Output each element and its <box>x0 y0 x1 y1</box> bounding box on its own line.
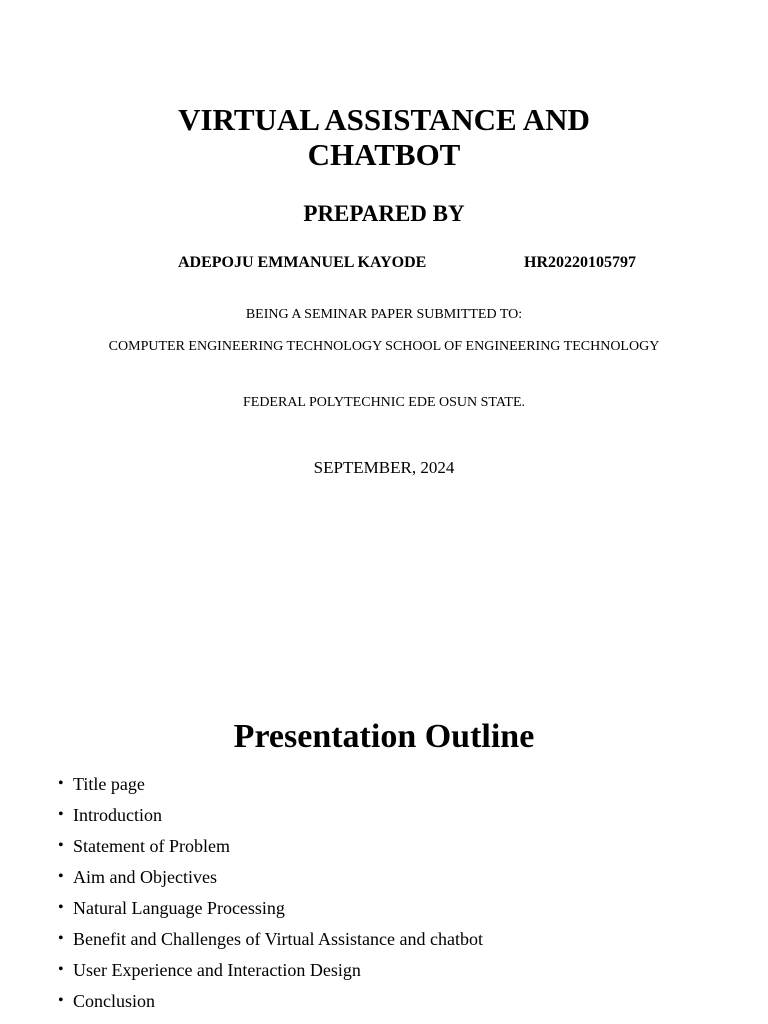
title-line-2: CHATBOT <box>307 137 461 172</box>
outline-item-text: Natural Language Processing <box>73 898 285 918</box>
outline-list <box>58 772 483 1020</box>
outline-item <box>58 896 483 927</box>
author-name: ADEPOJU EMMANUEL KAYODE <box>178 254 427 271</box>
title-line-1: VIRTUAL ASSISTANCE AND <box>178 102 590 137</box>
outline-title: Presentation Outline <box>233 718 535 755</box>
outline-item-text: Benefit and Challenges of Virtual Assistance and chatbot <box>73 929 483 949</box>
department-text: COMPUTER ENGINEERING TECHNOLOGY SCHOOL OF ENGINEERING TECHNOLOGY <box>108 339 660 354</box>
bullet-icon: • <box>58 837 64 854</box>
submission-date: SEPTEMBER, 2024 <box>313 458 455 477</box>
submitted-to-text: BEING A SEMINAR PAPER SUBMITTED TO: <box>245 307 523 322</box>
bullet-icon: • <box>58 868 64 885</box>
outline-item <box>58 834 483 865</box>
document-title <box>0 102 768 172</box>
bullet-icon: • <box>58 775 64 792</box>
outline-item-text: Aim and Objectives <box>73 867 217 887</box>
outline-item-text: Statement of Problem <box>73 836 230 856</box>
outline-item <box>58 989 483 1020</box>
outline-item <box>58 958 483 989</box>
bullet-icon: • <box>58 961 64 978</box>
author-id: HR20220105797 <box>524 254 636 271</box>
outline-item <box>58 803 483 834</box>
outline-item <box>58 865 483 896</box>
outline-item-text: Title page <box>73 774 145 794</box>
bullet-icon: • <box>58 806 64 823</box>
outline-item-text: Conclusion <box>73 991 156 1011</box>
institution-text: FEDERAL POLYTECHNIC EDE OSUN STATE. <box>242 395 525 410</box>
bullet-icon: • <box>58 992 64 1009</box>
outline-item-text: Introduction <box>73 805 162 825</box>
bullet-icon: • <box>58 899 64 916</box>
outline-item <box>58 772 483 803</box>
outline-item <box>58 927 483 958</box>
prepared-by-heading: PREPARED BY <box>303 201 465 226</box>
outline-item-text: User Experience and Interaction Design <box>73 960 361 980</box>
bullet-icon: • <box>58 930 64 947</box>
